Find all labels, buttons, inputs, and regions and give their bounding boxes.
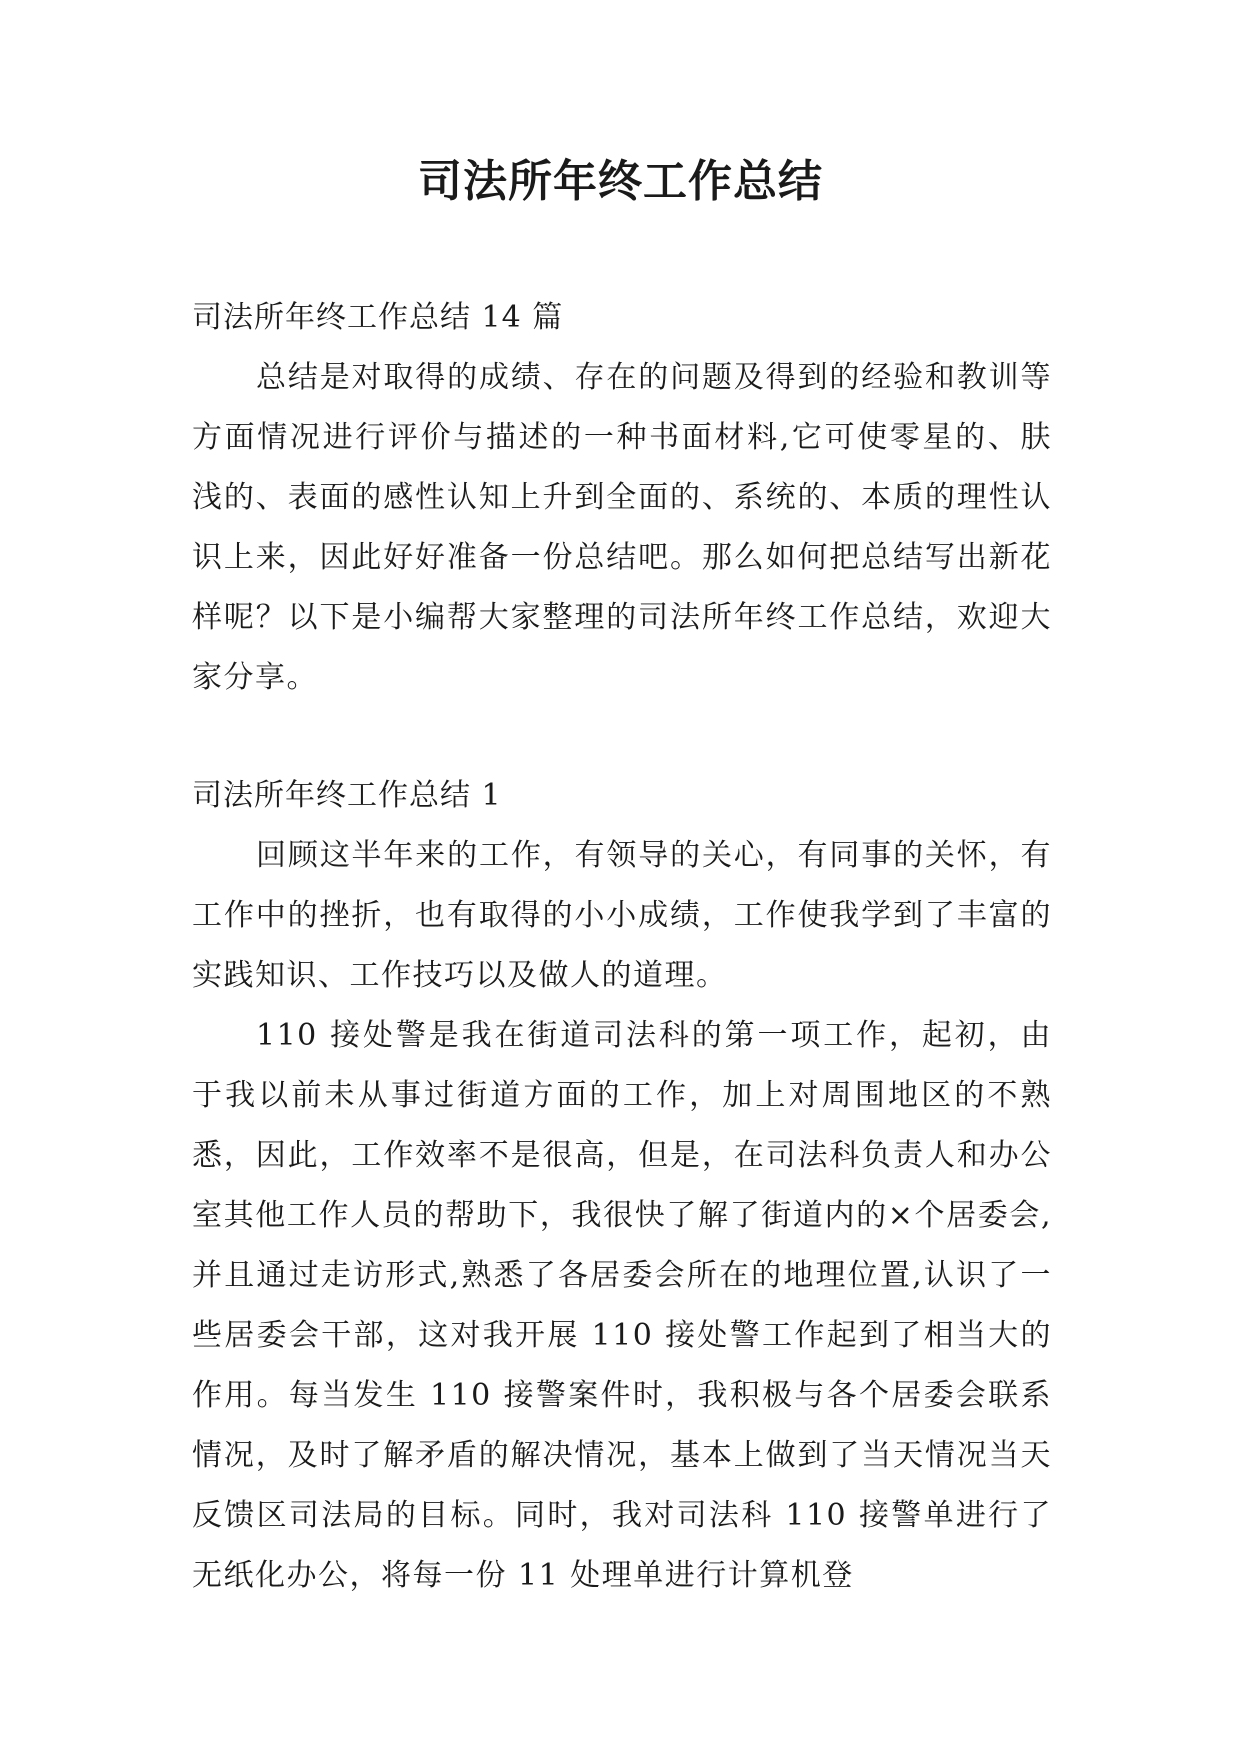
document-body	[192, 288, 1052, 1606]
section-1-paragraph-2: 110 接处警是我在街道司法科的第一项工作，起初，由于我以前未从事过街道方面的工作，加上对周围地区的不熟悉，因此，工作效率不是很高，但是，在司法科负责人和办公室其他工作人员的帮助下，我很快了解了街道内的×个居委会,并且通过走访形式,熟悉了各居委会所在的地理位置,认识了一些居委会干部，这对我开展 110 接处警工作起到了相当大的作用。每当发生 110 接警案件时，我积极与各个居委会联系情况，及时了解矛盾的解决情况，基本上做到了当天情况当天反馈区司法局的目标。同时，我对司法科 110 接警单进行了无纸化办公，将每一份 11 处理单进行计算机登	[192, 1018, 1052, 1593]
intro-heading: 司法所年终工作总结 14 篇	[192, 300, 564, 335]
document-title: 司法所年终工作总结	[418, 156, 823, 207]
section-1-paragraph-1: 回顾这半年来的工作，有领导的关心，有同事的关怀，有工作中的挫折，也有取得的小小成绩，工作使我学到了丰富的实践知识、工作技巧以及做人的道理。	[192, 838, 1052, 993]
intro-paragraph: 总结是对取得的成绩、存在的问题及得到的经验和教训等方面情况进行评价与描述的一种书面材料,它可使零星的、肤浅的、表面的感性认知上升到全面的、系统的、本质的理性认识上来，因此好好准备一份总结吧。那么如何把总结写出新花样呢？以下是小编帮大家整理的司法所年终工作总结，欢迎大家分享。	[192, 360, 1052, 695]
section-1-heading: 司法所年终工作总结 1	[192, 778, 502, 813]
section-spacer	[192, 708, 1052, 766]
